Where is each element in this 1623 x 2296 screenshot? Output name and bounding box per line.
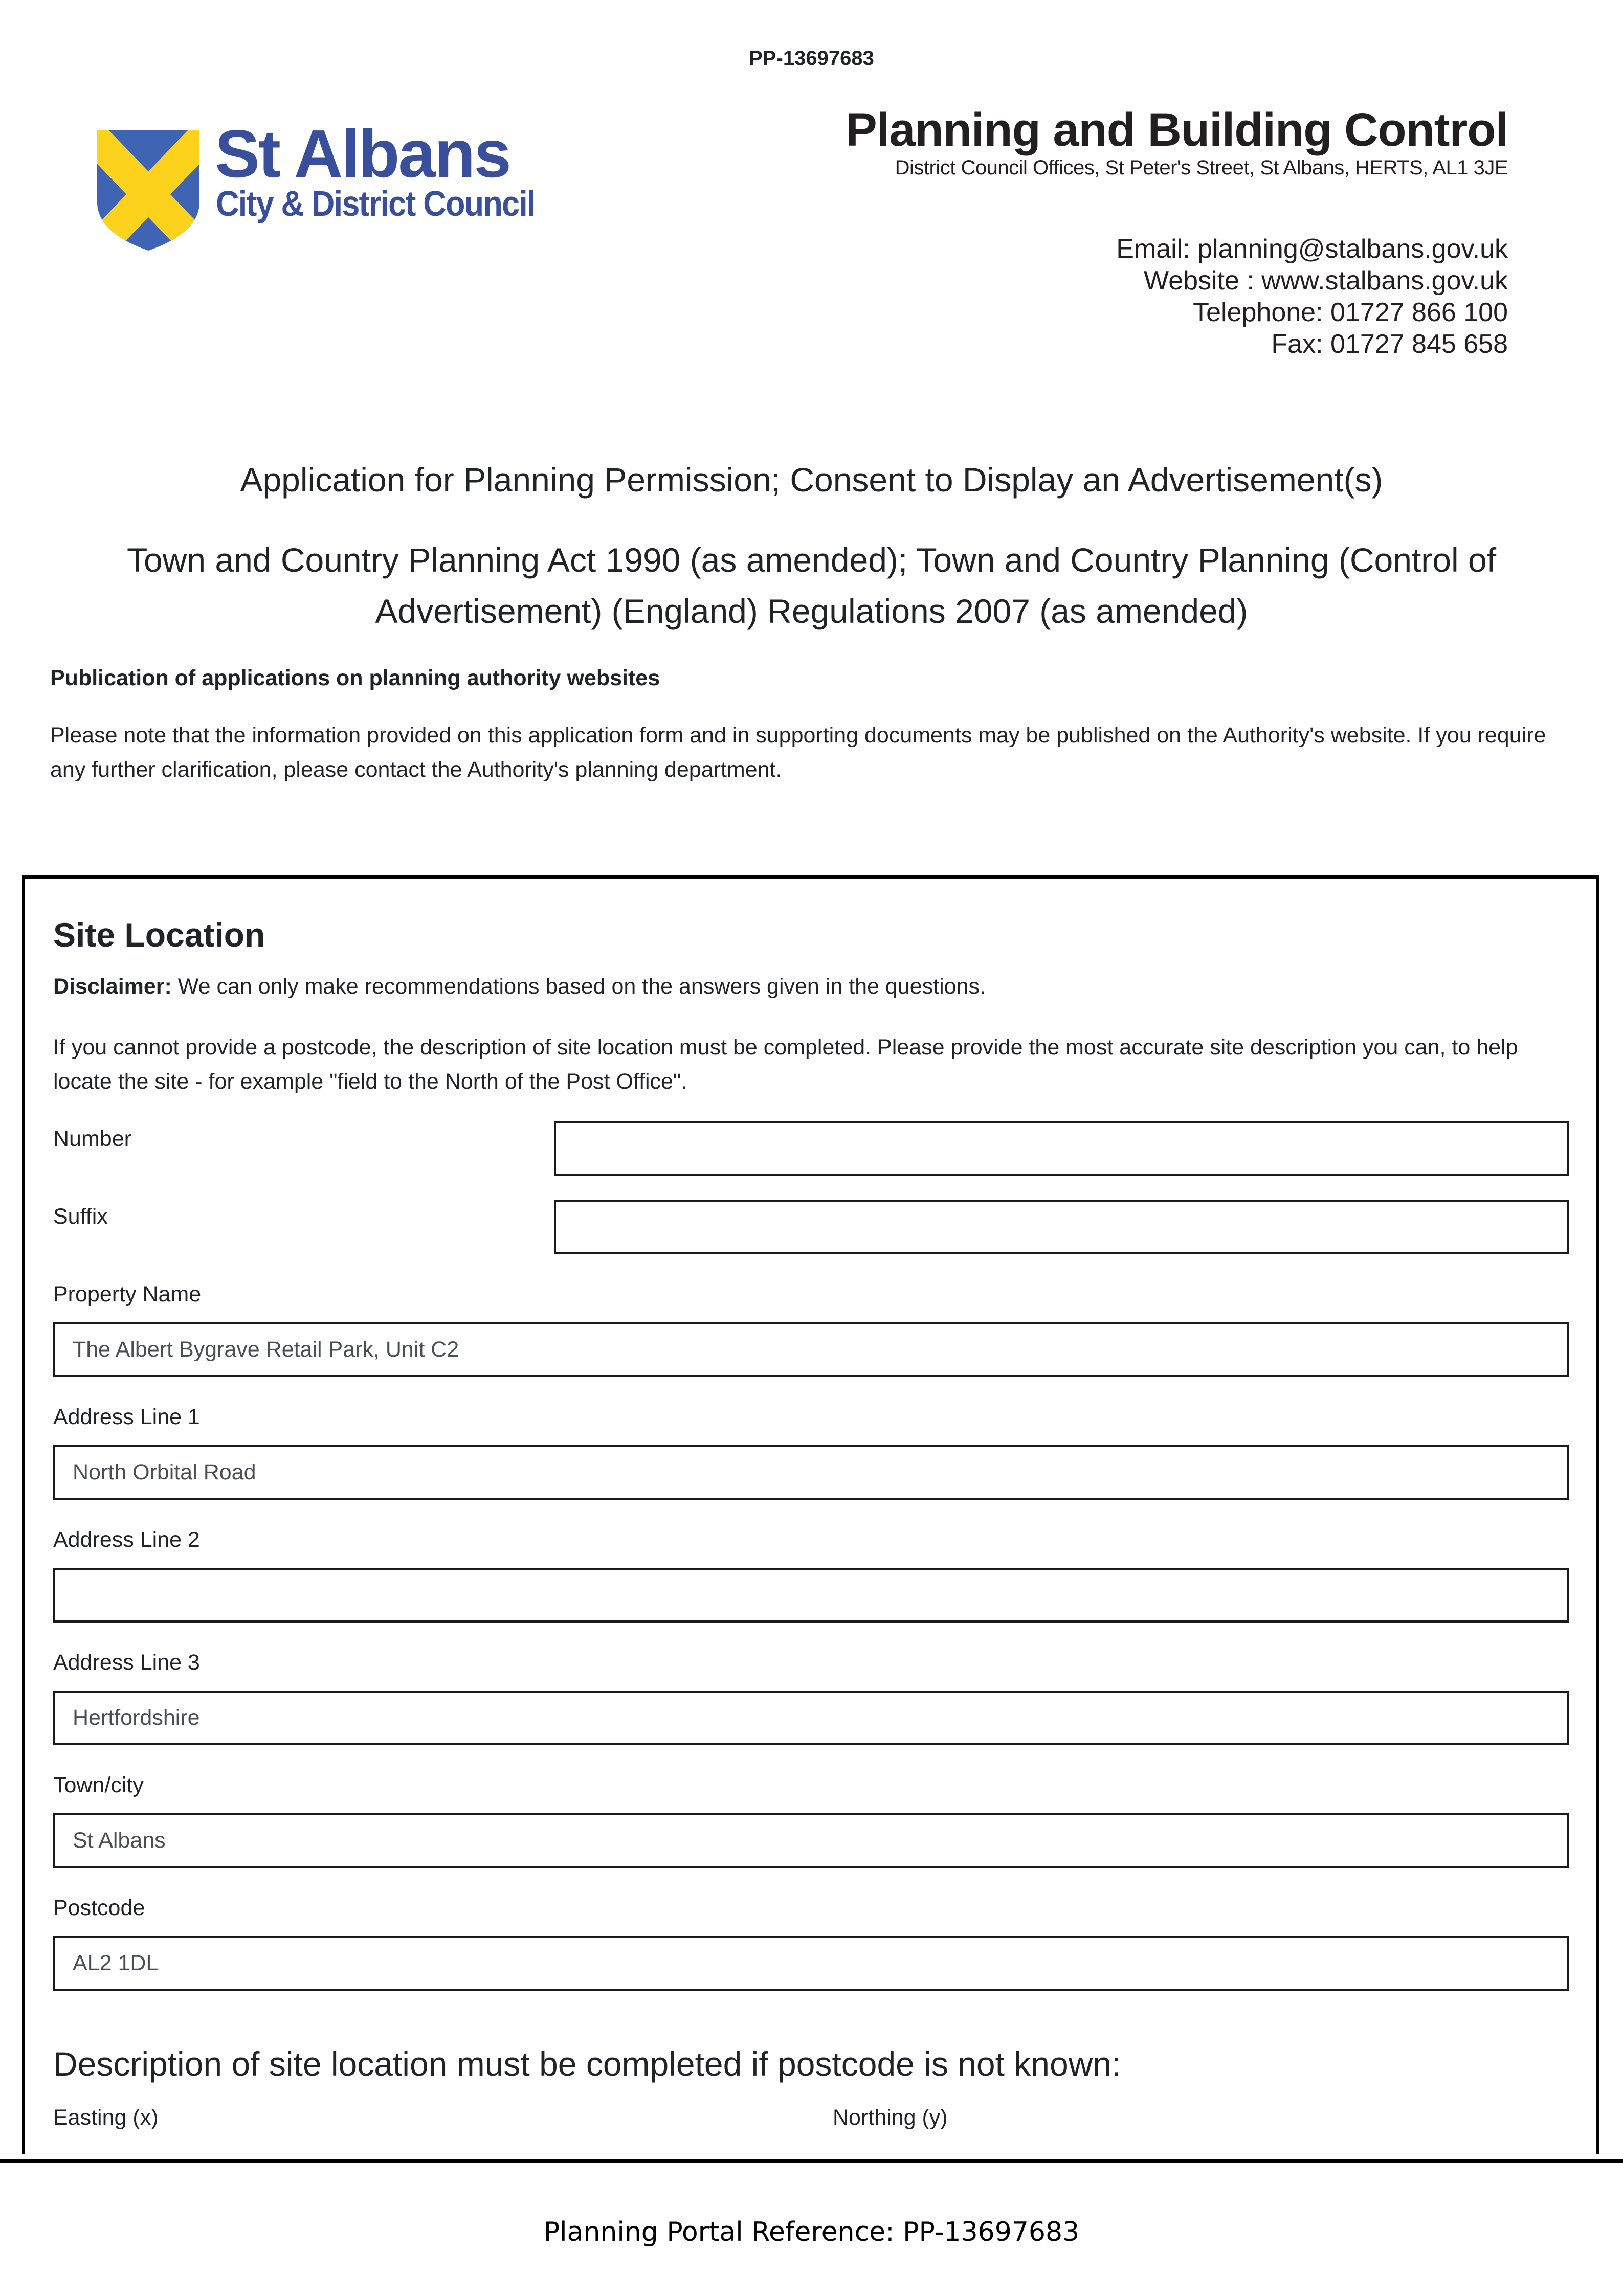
suffix-field[interactable] bbox=[554, 1200, 1569, 1254]
town-city-field[interactable]: St Albans bbox=[53, 1813, 1569, 1868]
footer-reference: Planning Portal Reference: PP-13697683 bbox=[543, 2217, 1080, 2247]
address-line-3-field[interactable]: Hertfordshire bbox=[53, 1691, 1569, 1745]
shield-icon bbox=[97, 125, 199, 251]
easting-label: Easting (x) bbox=[53, 2105, 159, 2130]
town-city-label: Town/city bbox=[53, 1773, 144, 1797]
address-line-2-field[interactable] bbox=[53, 1568, 1569, 1623]
postcode-label: Postcode bbox=[53, 1896, 145, 1920]
document-title: Application for Planning Permission; Consent to Display an Advertisement(s) bbox=[240, 461, 1383, 499]
disclaimer bbox=[53, 974, 986, 999]
number-label: Number bbox=[53, 1127, 131, 1151]
contact-website: Website : www.stalbans.gov.uk bbox=[1144, 266, 1508, 296]
department-block bbox=[846, 106, 1508, 179]
property-name-label: Property Name bbox=[53, 1282, 202, 1307]
department-name: Planning and Building Control bbox=[846, 104, 1508, 156]
postcode-field[interactable]: AL2 1DL bbox=[53, 1936, 1569, 1991]
suffix-label: Suffix bbox=[53, 1204, 108, 1229]
address-line-1-field[interactable]: North Orbital Road bbox=[53, 1445, 1569, 1500]
council-logo bbox=[97, 116, 537, 253]
legislation-subtitle: Town and Country Planning Act 1990 (as amended); Town and Country Planning (Control of Advertisement) (England) Regulations 2007 (as amended) bbox=[126, 541, 1497, 630]
property-name-field[interactable]: The Albert Bygrave Retail Park, Unit C2 bbox=[53, 1322, 1569, 1377]
address-line-1-label: Address Line 1 bbox=[53, 1405, 200, 1429]
publication-heading: Publication of applications on planning authority websites bbox=[50, 666, 660, 690]
disclaimer-text: We can only make recommendations based on the answers given in the questions. bbox=[171, 974, 986, 999]
contact-telephone: Telephone: 01727 866 100 bbox=[1193, 298, 1508, 327]
section-title: Site Location bbox=[53, 916, 265, 954]
northing-label: Northing (y) bbox=[833, 2105, 948, 2130]
disclaimer-label: Disclaimer: bbox=[53, 974, 172, 999]
contact-email: Email: planning@stalbans.gov.uk bbox=[1116, 234, 1508, 264]
department-address: District Council Offices, St Peter's Street, St Albans, HERTS, AL1 3JE bbox=[895, 156, 1508, 179]
reference-number: PP-13697683 bbox=[749, 47, 874, 70]
contact-fax: Fax: 01727 845 658 bbox=[1271, 329, 1508, 359]
publication-text: Please note that the information provided on this application form and in supporting documents may be published on the Authority's website. If you require any further clarification, please contact the Authority's planning department. bbox=[50, 723, 1546, 782]
logo-text-primary: St Albans bbox=[215, 116, 510, 191]
number-field[interactable] bbox=[554, 1121, 1569, 1176]
page-divider bbox=[0, 2159, 1623, 2163]
contact-details bbox=[1116, 233, 1508, 360]
instructions-text: If you cannot provide a postcode, the description of site location must be completed. Please provide the most accurate site description you can, to help locate the site - for example "field to the North of the Post Office". bbox=[53, 1035, 1518, 1094]
address-line-2-label: Address Line 2 bbox=[53, 1527, 200, 1552]
site-description-heading: Description of site location must be completed if postcode is not known: bbox=[53, 2045, 1121, 2083]
address-line-3-label: Address Line 3 bbox=[53, 1650, 200, 1675]
logo-text-secondary: City & District Council bbox=[216, 184, 535, 223]
